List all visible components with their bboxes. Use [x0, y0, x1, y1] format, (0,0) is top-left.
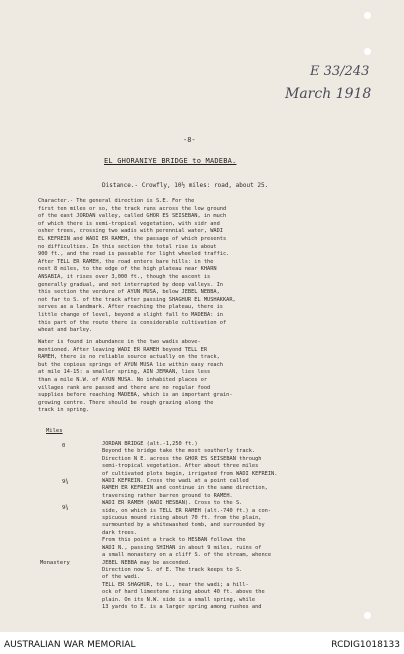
text-line: this section the verdure of AYUN MUSA, below JEBEL NEBBA,: [38, 289, 220, 296]
text-line: JORDAN BRIDGE (alt.-1,250 ft.): [102, 441, 198, 447]
text-line: ANSABIA, it rises over 3,000 ft., though the ascent is: [38, 273, 211, 280]
text-line: JEBEL NEBBA may be ascended.: [102, 559, 192, 566]
text-line: From this point a track to HESBAN follows the: [102, 537, 246, 544]
text-line: 13 yards to E. is a larger spring among rushes and: [102, 603, 262, 610]
text-line: of cultivated plots begin, irrigated from WADI KEFREIN.: [102, 470, 278, 477]
margin-note: Monastery: [40, 560, 70, 566]
text-line: mentioned. After leaving WADI ER RAMEH beyond TELL ER: [38, 346, 208, 353]
text-line: little change of level, beyond a slight fall to MADEBA: in: [38, 311, 223, 318]
text-line: traversing rather barren ground to RAMEH.: [102, 492, 233, 499]
text-line: WADI KEFREIN. Cross the wadi at a point called: [102, 478, 249, 485]
handwritten-date: March 1918: [285, 86, 372, 102]
reference-number: E 33/243: [310, 64, 370, 79]
text-line: spicuous mound rising about 70 ft. from the plain,: [102, 515, 262, 522]
character-paragraph: [38, 198, 366, 335]
text-line: Character.- The general direction is S.E. For the: [38, 198, 195, 204]
mile-number: 9¾: [62, 505, 69, 511]
text-line: Beyond the bridge take the most southerly track.: [102, 448, 256, 455]
text-line: plain. On its N.W. side is a small spring, while: [102, 596, 256, 603]
text-line: RAMEH ER KEFREIN and continue in the same direction,: [102, 485, 268, 492]
text-line: serves as a landmark. After reaching the plateau, there is: [38, 304, 223, 311]
text-line: first ten miles or so, the track runs across the low ground: [38, 205, 227, 212]
text-line: surmounted by a whitewashed tomb, and surrounded by: [102, 522, 265, 529]
text-line: semi-tropical vegetation. After about three miles: [102, 463, 259, 470]
text-line: Direction now S. of E. The track keeps to S.: [102, 566, 243, 573]
text-line: villages rank are passed and there are no regular food: [38, 384, 211, 391]
text-line: but the copious springs of AYUN MUSA lie within easy reach: [38, 361, 223, 368]
page-number: -8-: [183, 136, 196, 144]
text-line: side, on which is TELL ER RAMEH (alt.-740 ft.) a con-: [102, 507, 272, 514]
text-line: 900 ft., and the road is passable for light wheeled traffic.: [38, 251, 230, 258]
distance-line: Distance.- Crowfly, 10½ miles: road, about 25.: [102, 182, 269, 189]
text-line: next 8 miles, to the edge of the high plateau near KHARN: [38, 266, 217, 273]
text-line: at mile 14-15: a smaller spring, AIN JEMAAN, lies less: [38, 369, 211, 376]
text-line: this part of the route there is considerable cultivation of: [38, 319, 227, 326]
text-line: growing centre. There should be rough grazing along the: [38, 399, 214, 406]
text-line: of which there is semi-tropical vegetation, with sidr and: [38, 220, 220, 227]
text-line: RAMEH, there is no reliable source actually on the track,: [38, 354, 220, 361]
text-line: Water is found in abundance in the two wadis above-: [38, 339, 201, 345]
section-title: EL GHORANIYE BRIDGE to MADEBA.: [104, 157, 237, 165]
text-line: supplies before reaching MADEBA, which is an important grain-: [38, 392, 233, 399]
text-line: ock of hard limestone rising about 40 ft. above the: [102, 589, 265, 596]
text-line: a small monastery on a cliff S. of the stream, whence: [102, 552, 272, 559]
archive-footer: [0, 632, 404, 654]
text-line: Direction N E. across the GHOR ES SEISEBAN through: [102, 455, 262, 462]
mile-number: 0: [62, 443, 66, 449]
archive-record-id: RCDIG1018133: [331, 640, 400, 650]
text-line: TELL ER SHAGHUR, to L., near the wadi; a hill-: [102, 581, 249, 588]
text-line: of the east JORDAN valley, called GHOR ES SEISEBAN, in much: [38, 213, 227, 220]
text-line: WADI N., passing SHIHAN in about 9 miles, ruins of: [102, 544, 262, 551]
text-line: track in spring.: [38, 407, 90, 414]
punch-hole: [364, 612, 371, 619]
mile-number: 9¾: [62, 479, 69, 485]
archive-name: AUSTRALIAN WAR MEMORIAL: [4, 640, 136, 650]
text-line: of the wadi.: [102, 574, 141, 581]
text-line: no difficulties. In this section the total rise is about: [38, 243, 217, 250]
text-line: not far to S. of the track after passing SHAGHUR EL MUSHAKKAR,: [38, 296, 236, 303]
water-paragraph: [38, 339, 366, 415]
text-line: osher trees, crossing two wadis with perennial water, WADI: [38, 228, 223, 235]
text-line: WADI ER RAMEH (WADI HESBAN). Cross to the S.: [102, 500, 243, 507]
text-line: EL KEFREIN and WADI ER RAMEH, the passage of which presents: [38, 235, 227, 242]
miles-column-header: Miles: [46, 428, 63, 434]
text-line: wheat and barley.: [38, 327, 93, 334]
punch-hole: [364, 48, 371, 55]
route-entries: [102, 441, 364, 611]
punch-hole: [364, 12, 371, 19]
text-line: generally gradual, and not interrupted by deep valleys. In: [38, 281, 223, 288]
text-line: than a mile N.W. of AYUN MUSA. No inhabited places or: [38, 376, 208, 383]
text-line: After TELL ER RAMEH, the road enters bare hills: in the: [38, 258, 214, 265]
text-line: dark trees.: [102, 529, 138, 536]
